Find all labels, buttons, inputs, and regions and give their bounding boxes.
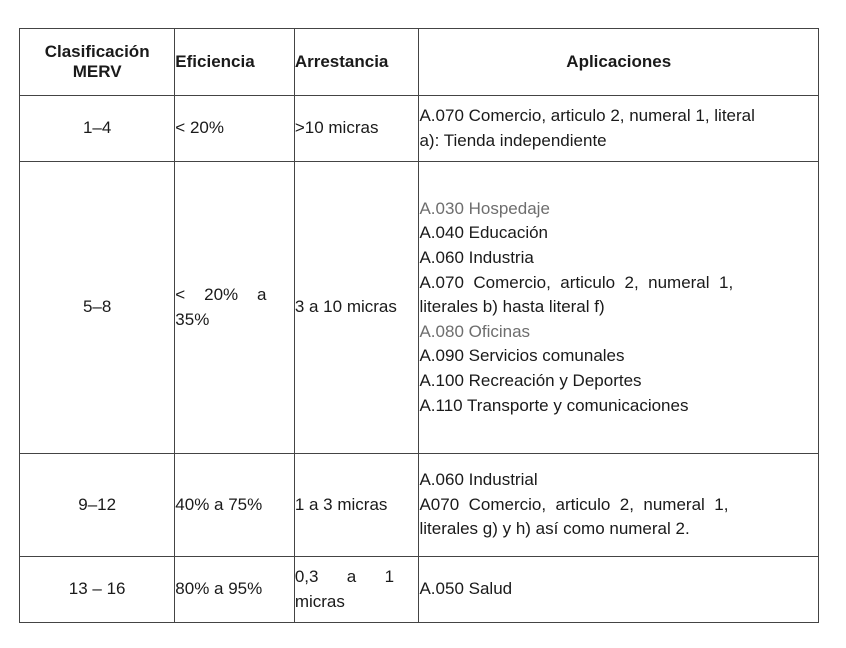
application-line: A.040 Educación	[419, 223, 549, 243]
arrestance-line: 0,3 a 1	[294, 566, 395, 586]
table-row	[20, 557, 819, 623]
table-row	[20, 454, 819, 557]
table-header-row	[20, 29, 819, 96]
table-row	[20, 96, 819, 162]
arrestance-cell	[294, 557, 419, 623]
application-line: A070 Comercio, articulo 2, numeral 1,	[419, 494, 729, 514]
application-line: A.080 Oficinas	[419, 321, 531, 341]
header-merv-line1: Clasificación	[44, 42, 150, 61]
efficiency-cell	[175, 162, 295, 454]
applications-cell	[419, 162, 819, 454]
header-merv-classification	[20, 29, 175, 96]
application-line: A.090 Servicios comunales	[419, 346, 625, 366]
applications-cell	[419, 96, 819, 162]
applications-cell	[419, 557, 819, 623]
header-merv-line2: MERV	[72, 62, 122, 81]
application-line: A.100 Recreación y Deportes	[419, 371, 642, 391]
arrestance-cell: >10 micras	[294, 96, 419, 162]
merv-cell: 9–12	[20, 454, 175, 557]
merv-cell: 1–4	[20, 96, 175, 162]
application-line: literales b) hasta literal f)	[419, 297, 605, 317]
application-line: A.060 Industria	[419, 247, 534, 267]
merv-cell: 5–8	[20, 162, 175, 454]
arrestance-line: micras	[294, 591, 345, 611]
arrestance-cell: 3 a 10 micras	[294, 162, 419, 454]
application-line: A.070 Comercio, articulo 2, numeral 1, literal	[419, 105, 755, 125]
arrestance-cell: 1 a 3 micras	[294, 454, 419, 557]
header-applications: Aplicaciones	[419, 29, 819, 96]
merv-classification-table	[19, 28, 819, 623]
efficiency-cell: < 20%	[175, 96, 295, 162]
application-line: A.050 Salud	[419, 579, 513, 599]
application-line: A.110 Transporte y comunicaciones	[419, 395, 689, 415]
application-line: literales g) y h) así como numeral 2.	[419, 519, 690, 539]
application-line: A.070 Comercio, articulo 2, numeral 1,	[419, 272, 734, 292]
header-arrestance: Arrestancia	[294, 29, 419, 96]
efficiency-cell: 80% a 95%	[175, 557, 295, 623]
header-efficiency: Eficiencia	[175, 29, 295, 96]
efficiency-line: 35%	[175, 309, 210, 329]
application-line: a): Tienda independiente	[419, 130, 607, 150]
application-line: A.030 Hospedaje	[419, 198, 550, 218]
applications-cell	[419, 454, 819, 557]
efficiency-line: < 20% a	[175, 284, 267, 304]
merv-cell: 13 – 16	[20, 557, 175, 623]
table-row	[20, 162, 819, 454]
efficiency-cell: 40% a 75%	[175, 454, 295, 557]
application-line: A.060 Industrial	[419, 470, 538, 490]
